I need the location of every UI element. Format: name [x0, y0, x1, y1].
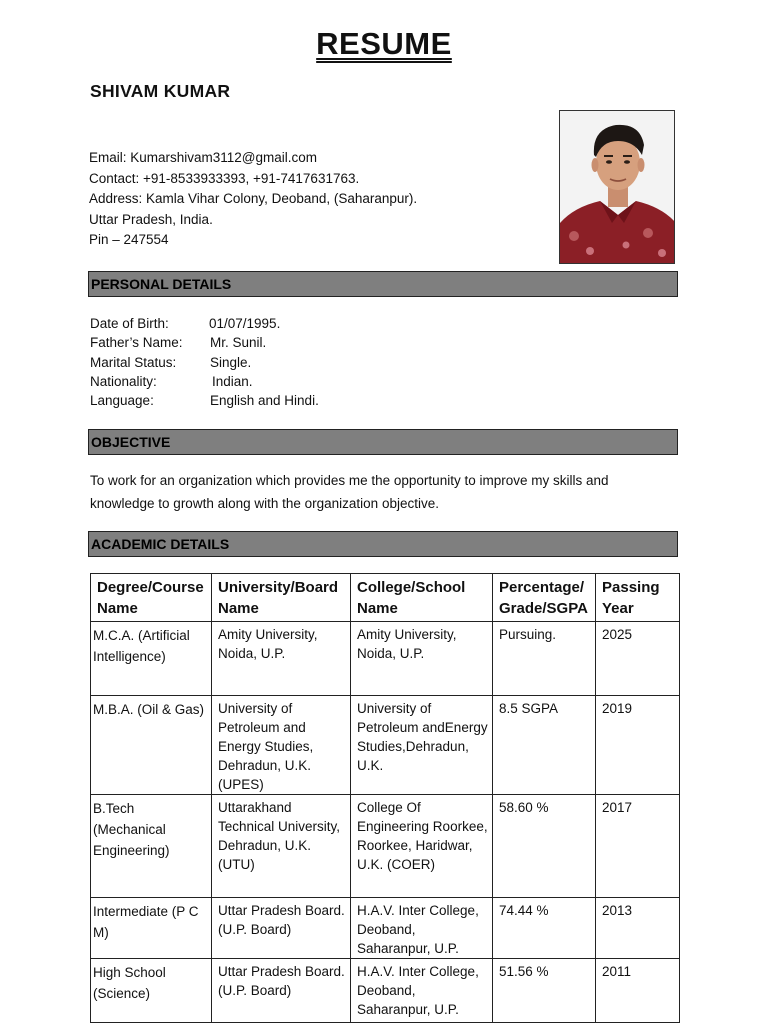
detail-label: Marital Status: — [90, 354, 177, 370]
detail-value: Single. — [210, 354, 252, 370]
college-cell: Amity University, Noida, U.P. — [351, 622, 493, 696]
table-row — [91, 696, 680, 795]
resume-title: RESUME — [316, 26, 452, 61]
detail-value: English and Hindi. — [210, 393, 319, 409]
college-cell: University of Petroleum andEnergy Studies,Dehradun, U.K. — [351, 696, 493, 795]
degree-cell: B.Tech (Mechanical Engineering) — [91, 795, 212, 898]
grade-cell: Pursuing. — [493, 622, 596, 696]
academic-table — [90, 573, 680, 1023]
table-row — [91, 622, 680, 696]
college-cell: H.A.V. Inter College, Deoband, Saharanpur, U.P. — [351, 959, 493, 1023]
profile-photo — [559, 110, 675, 264]
grade-cell: 58.60 % — [493, 795, 596, 898]
detail-value: Indian. — [212, 373, 253, 389]
university-cell: University of Petroleum and Energy Studies, Dehradun, U.K. (UPES) — [212, 696, 351, 795]
detail-label: Date of Birth: — [90, 316, 169, 331]
university-cell: Uttarakhand Technical University, Dehradun, U.K. (UTU) — [212, 795, 351, 898]
header-grade: Percentage/ Grade/SGPA — [493, 574, 596, 622]
address-line: Address: Kamla Vihar Colony, Deoband, (Saharanpur). — [89, 191, 418, 207]
header-year: Passing Year — [596, 574, 680, 622]
year-cell: 2019 — [596, 696, 680, 795]
table-header-row — [91, 574, 680, 622]
university-cell: Amity University, Noida, U.P. — [212, 622, 351, 696]
academic-details-header: ACADEMIC DETAILS — [88, 531, 678, 557]
portrait-image — [560, 111, 675, 264]
objective-header: OBJECTIVE — [88, 429, 678, 455]
candidate-name: SHIVAM KUMAR — [90, 81, 231, 101]
table-row — [91, 959, 680, 1023]
contact-block — [89, 148, 417, 251]
year-cell: 2011 — [596, 959, 680, 1023]
college-cell: College Of Engineering Roorkee, Roorkee, Haridwar, U.K. (COER) — [351, 795, 493, 898]
state-line: Uttar Pradesh, India. — [89, 211, 213, 227]
degree-cell: High School (Science) — [91, 959, 212, 1023]
phone-line: Contact: +91-8533933393, +91-7417631763. — [89, 170, 360, 186]
detail-label: Language: — [90, 393, 154, 409]
detail-value: 01/07/1995. — [209, 316, 281, 331]
table-row — [91, 898, 680, 959]
university-cell: Uttar Pradesh Board. (U.P. Board) — [212, 959, 351, 1023]
header-university: University/Board Name — [212, 574, 351, 622]
table-row — [91, 795, 680, 898]
year-cell: 2013 — [596, 898, 680, 959]
detail-label: Nationality: — [90, 373, 157, 389]
degree-cell: Intermediate (P C M) — [91, 898, 212, 959]
detail-value: Mr. Sunil. — [210, 335, 267, 351]
email-line: Email: Kumarshivam3112@gmail.com — [89, 150, 318, 165]
header-degree: Degree/Course Name — [91, 574, 212, 622]
university-cell: Uttar Pradesh Board. (U.P. Board) — [212, 898, 351, 959]
header-college: College/School Name — [351, 574, 493, 622]
pin-line: Pin – 247554 — [89, 232, 169, 248]
grade-cell: 51.56 % — [493, 959, 596, 1023]
degree-cell: M.B.A. (Oil & Gas) — [91, 696, 212, 795]
year-cell: 2025 — [596, 622, 680, 696]
personal-details-header: PERSONAL DETAILS — [88, 271, 678, 297]
year-cell: 2017 — [596, 795, 680, 898]
grade-cell: 74.44 % — [493, 898, 596, 959]
detail-label: Father’s Name: — [90, 335, 183, 351]
degree-cell: M.C.A. (Artificial Intelligence) — [91, 622, 212, 696]
objective-text: To work for an organization which provides me the opportunity to improve my skills and knowledge to growth along with the organization objective. — [90, 473, 609, 511]
grade-cell: 8.5 SGPA — [493, 696, 596, 795]
college-cell: H.A.V. Inter College, Deoband, Saharanpur, U.P. — [351, 898, 493, 959]
